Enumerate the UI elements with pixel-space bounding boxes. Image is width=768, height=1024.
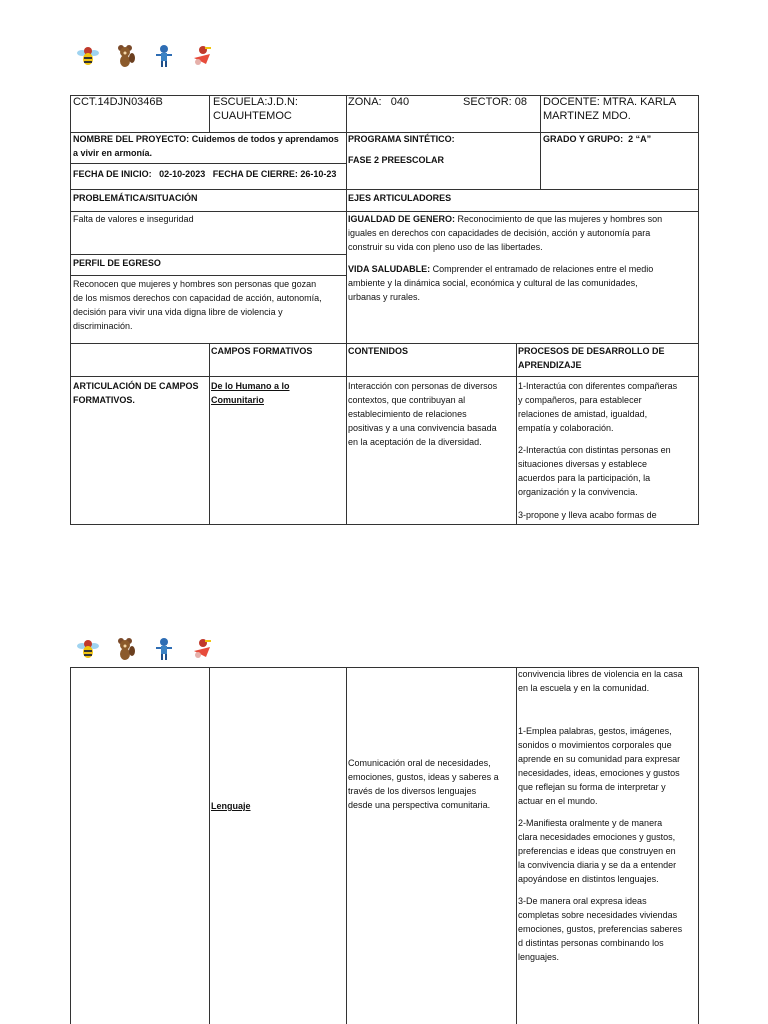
- docente-label: DOCENTE: MTRA. KARLA: [543, 96, 677, 108]
- proceso2-line-15: d distintas personas combinando los: [518, 938, 664, 948]
- proceso2-line-12: 3-De manera oral expresa ideas: [518, 896, 647, 906]
- bear-character-icon: [114, 637, 138, 661]
- docente-name: MARTINEZ MDO.: [543, 110, 631, 122]
- vida-line-2: ambiente y la dinámica social, económica y cultural de las comunidades,: [348, 278, 638, 288]
- problematica-label: PROBLEMÁTICA/SITUACIÓN: [73, 193, 198, 203]
- proceso2-line-7: 2-Manifiesta oralmente y de manera: [518, 818, 663, 828]
- escuela-label: ESCUELA:J.D.N:: [213, 96, 298, 108]
- campo-lenguaje: Lenguaje: [211, 801, 251, 811]
- vida-line-1: Comprender el entramado de relaciones entre el medio: [430, 264, 654, 274]
- sector: SECTOR: 08: [463, 96, 527, 108]
- contenidos-header: CONTENIDOS: [348, 346, 409, 356]
- proceso2-line-6: actuar en el mundo.: [518, 796, 598, 806]
- contenido1-line-3: establecimiento de relaciones: [348, 409, 467, 419]
- contenido1-line-2: contextos, que contribuyan al: [348, 395, 466, 405]
- red-character-icon: [190, 637, 214, 661]
- nombre-proyecto-value-b: a vivir en armonía.: [73, 148, 153, 158]
- perfil-line-2: de los mismos derechos con capacidad de acción, autonomía,: [73, 293, 322, 303]
- campo-humano-line-1: De lo Humano a lo: [211, 381, 290, 391]
- procesos-header-1: PROCESOS DE DESARROLLO DE: [518, 346, 665, 356]
- proceso1-line-1: 1-Interactúa con diferentes compañeras: [518, 381, 678, 391]
- proceso1-line-9: 3-propone y lleva acabo formas de: [518, 510, 657, 520]
- ejes-label: EJES ARTICULADORES: [348, 193, 452, 203]
- perfil-line-4: discriminación.: [73, 321, 133, 331]
- igualdad-genero: [348, 212, 662, 226]
- proceso2-line-14: emociones, gustos, preferencias saberes: [518, 924, 683, 934]
- blue-character-icon: [152, 637, 176, 661]
- proceso1-line-6: situaciones diversas y establece: [518, 459, 648, 469]
- nombre-proyecto-value-a: Cuidemos de todos y aprendamos: [191, 134, 339, 144]
- proceso2-line-10: la convivencia diaria y se da a entender: [518, 860, 677, 870]
- contenido2-line-4: desde una perspectiva comunitaria.: [348, 800, 491, 810]
- proceso2-line-16: lenguajes.: [518, 952, 560, 962]
- nombre-proyecto: [73, 132, 343, 146]
- proceso1-line-4: empatía y colaboración.: [518, 423, 614, 433]
- continuacion-line-1: convivencia libres de violencia en la casa: [518, 669, 683, 679]
- contenido1-line-1: Interacción con personas de diversos: [348, 381, 498, 391]
- perfil-label: PERFIL DE EGRESO: [73, 258, 161, 268]
- proceso2-line-9: preferencias e ideas que construyen en: [518, 846, 676, 856]
- bee-character-icon: [76, 637, 100, 661]
- articulacion-line-2: FORMATIVOS.: [73, 395, 135, 405]
- vida-label: VIDA SALUDABLE:: [348, 264, 431, 274]
- contenido2-line-3: través de los diversos lenguajes: [348, 786, 477, 796]
- escuela-name: CUAUHTEMOC: [213, 110, 292, 122]
- proceso2-line-5: que reflejan su forma de interpretar y: [518, 782, 666, 792]
- perfil-line-3: decisión para vivir una vida digna libre de violencia y: [73, 307, 283, 317]
- fechas: FECHA DE INICIO: 02-10-2023 FECHA DE CIERRE: 26-10-23: [73, 169, 337, 179]
- proceso1-line-5: 2-Interactúa con distintas personas en: [518, 445, 671, 455]
- grado-grupo: GRADO Y GRUPO: 2 “A”: [543, 134, 652, 144]
- contenido2-line-2: emociones, gustos, ideas y saberes a: [348, 772, 499, 782]
- proceso1-line-7: acuerdos para la participación, la: [518, 473, 651, 483]
- contenido1-line-5: en la aceptación de la diversidad.: [348, 437, 482, 447]
- red-character-icon: [190, 44, 214, 68]
- proceso2-line-3: aprende en su comunidad para expresar: [518, 754, 681, 764]
- campo-humano-line-2: Comunitario: [211, 395, 264, 405]
- articulacion-line-1: ARTICULACIÓN DE CAMPOS: [73, 381, 199, 391]
- igualdad-line-3: construir su vida con pleno uso de las libertades.: [348, 242, 543, 252]
- igualdad-label: IGUALDAD DE GENERO:: [348, 214, 456, 224]
- vida-saludable: [348, 262, 653, 276]
- contenido2-line-1: Comunicación oral de necesidades,: [348, 758, 491, 768]
- proceso2-line-8: clara necesidades emociones y gustos,: [518, 832, 676, 842]
- nombre-proyecto-label: NOMBRE DEL PROYECTO:: [73, 134, 190, 144]
- igualdad-line-1: Reconocimiento de que las mujeres y hombres son: [455, 214, 663, 224]
- blue-character-icon: [152, 44, 176, 68]
- procesos-header-2: APRENDIZAJE: [518, 360, 582, 370]
- bee-character-icon: [76, 44, 100, 68]
- proceso2-line-13: completas sobre necesidades viviendas: [518, 910, 678, 920]
- problematica-value: Falta de valores e inseguridad: [73, 214, 194, 224]
- proceso2-line-2: sonidos o movimientos corporales que: [518, 740, 672, 750]
- bear-character-icon: [114, 44, 138, 68]
- header-icons-page2: [76, 637, 214, 661]
- proceso2-line-4: necesidades, ideas, emociones y gustos: [518, 768, 680, 778]
- vida-line-3: urbanas y rurales.: [348, 292, 421, 302]
- igualdad-line-2: iguales en derechos con capacidades de decisión, acción y autonomía para: [348, 228, 651, 238]
- continuacion-line-2: en la escuela y en la comunidad.: [518, 683, 650, 693]
- proceso1-line-8: organización y la convivencia.: [518, 487, 638, 497]
- perfil-line-1: Reconocen que mujeres y hombres son personas que gozan: [73, 279, 317, 289]
- campos-header: CAMPOS FORMATIVOS: [211, 346, 313, 356]
- cct-code: CCT.14DJN0346B: [73, 96, 163, 108]
- proceso2-line-1: 1-Emplea palabras, gestos, imágenes,: [518, 726, 672, 736]
- contenido1-line-4: positivas y a una convivencia basada: [348, 423, 497, 433]
- programa-value: FASE 2 PREESCOLAR: [348, 155, 445, 165]
- proceso1-line-2: y compañeros, para establecer: [518, 395, 642, 405]
- proceso2-line-11: apoyándose en distintos lenguajes.: [518, 874, 659, 884]
- header-icons: [76, 44, 214, 68]
- proceso1-line-3: relaciones de amistad, igualdad,: [518, 409, 648, 419]
- zona: ZONA: 040: [348, 96, 410, 108]
- programa-label: PROGRAMA SINTÉTICO:: [348, 134, 455, 144]
